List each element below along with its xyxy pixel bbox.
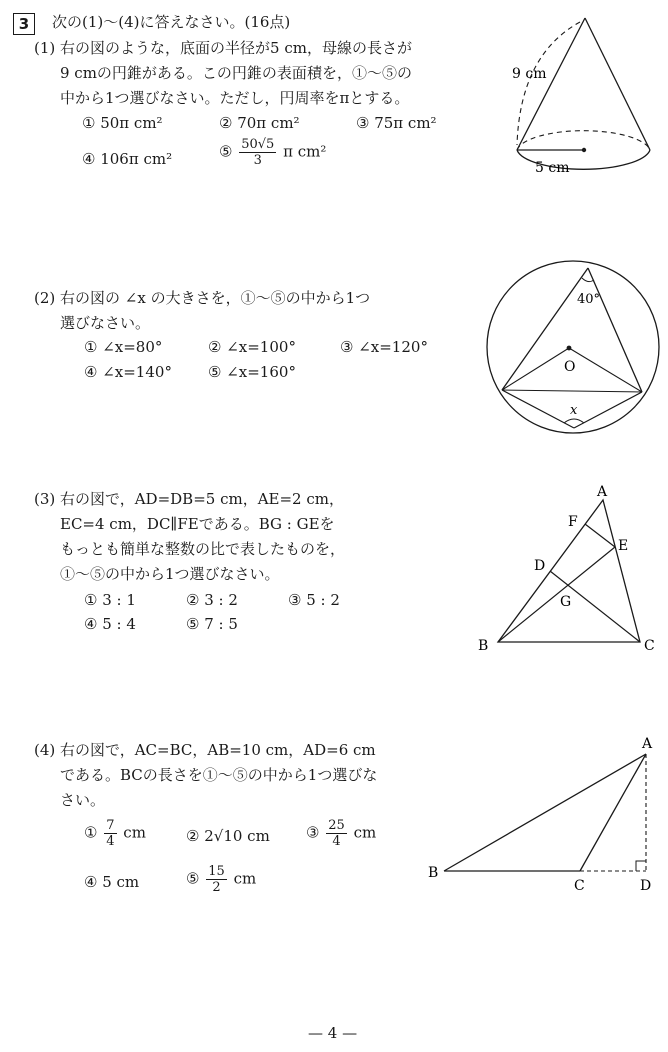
fraction — [239, 137, 276, 168]
q4-line-2: である。BCの長さを①〜⑤の中から1つ選びな — [60, 766, 378, 784]
q1-choice-5[interactable] — [219, 137, 326, 168]
q3-choice-2[interactable]: ② 3 : 2 — [186, 591, 238, 609]
fraction-numerator: 50√5 — [241, 137, 275, 152]
q4-line-1: (4) 右の図で，AC=BC，AB=10 cm，AD=6 cm — [34, 741, 376, 759]
choice-mark: ③ — [306, 823, 320, 842]
cone-center-point — [582, 148, 586, 152]
choice-suffix: cm — [123, 823, 146, 842]
fraction-numerator: 25 — [328, 818, 345, 833]
label-c: C — [574, 878, 585, 894]
radius-left — [502, 348, 569, 390]
center-point — [567, 346, 572, 351]
q3-choice-5[interactable]: ⑤ 7 : 5 — [186, 615, 238, 633]
fraction-denominator: 2 — [212, 880, 221, 895]
slant-measure-curve — [517, 22, 580, 145]
fraction-numerator: 15 — [208, 864, 225, 879]
fraction — [206, 864, 227, 895]
fraction-denominator: 4 — [106, 834, 115, 849]
slant-length-label: 9 cm — [512, 66, 547, 82]
cone-slant-right — [585, 18, 650, 150]
q1-line-1: (1) 右の図のような，底面の半径が5 cm，母線の長さが — [34, 39, 412, 57]
q1-line-3: 中から1つ選びなさい。ただし，円周率をπとする。 — [60, 89, 410, 107]
right-angle-mark — [636, 861, 646, 871]
center-label: O — [564, 359, 576, 375]
label-g: G — [560, 594, 572, 610]
label-b: B — [428, 865, 439, 881]
segment-ca — [580, 754, 646, 871]
page-number: — 4 — — [308, 1024, 358, 1042]
angle-x-label: x — [570, 403, 578, 418]
cone-base-back — [517, 131, 650, 150]
choice-suffix: cm — [353, 823, 377, 842]
question-number: 3 — [18, 15, 30, 33]
q3-line-1: (3) 右の図で，AD=DB=5 cm，AE=2 cm， — [34, 490, 344, 508]
q2-choice-1[interactable]: ① ∠x=80° — [84, 338, 163, 356]
segment-be — [498, 547, 615, 642]
q2-choice-4[interactable]: ④ ∠x=140° — [84, 363, 172, 381]
q2-choice-5[interactable]: ⑤ ∠x=160° — [208, 363, 296, 381]
radius-right — [569, 348, 642, 392]
fraction-denominator: 4 — [332, 834, 341, 849]
cone-figure — [500, 10, 660, 190]
q3-line-2: EC=4 cm，DC∥FEである。BG : GEを — [60, 515, 335, 533]
choice-mark: ⑤ — [186, 869, 200, 888]
question-number-box — [13, 13, 35, 35]
angle-arc-x — [564, 419, 584, 423]
label-a: A — [597, 484, 608, 500]
q4-line-3: さい。 — [60, 791, 106, 809]
q3-choice-1[interactable]: ① 3 : 1 — [84, 591, 136, 609]
segment-ab — [444, 754, 646, 871]
choice-suffix: π cm² — [283, 142, 327, 161]
fraction — [104, 818, 116, 849]
choice-suffix: cm — [233, 869, 257, 888]
triangle-figure-q4 — [420, 730, 662, 895]
q1-choice-1[interactable]: ① 50π cm² — [82, 114, 163, 132]
q4-choice-3[interactable] — [306, 818, 376, 849]
fraction-numerator: 7 — [106, 818, 115, 833]
q2-line-2: 選びなさい。 — [60, 314, 151, 332]
q1-choice-4[interactable]: ④ 106π cm² — [82, 150, 173, 168]
q3-line-3: もっとも簡単な整数の比で表したものを， — [60, 540, 346, 558]
q3-choice-4[interactable]: ④ 5 : 4 — [84, 615, 136, 633]
q1-line-2: 9 cmの円錐がある。この円錐の表面積を，①〜⑤の — [60, 64, 412, 82]
triangle-figure-q3 — [470, 480, 662, 660]
radius-label: 5 cm — [535, 160, 570, 176]
label-d: D — [640, 878, 652, 894]
q2-choice-2[interactable]: ② ∠x=100° — [208, 338, 296, 356]
q2-line-1: (2) 右の図の ∠x の大きさを，①〜⑤の中から1つ — [34, 289, 371, 307]
fraction — [326, 818, 347, 849]
section-instruction: 次の(1)〜(4)に答えなさい。(16点) — [52, 13, 291, 31]
label-d: D — [534, 558, 546, 574]
q1-choice-2[interactable]: ② 70π cm² — [219, 114, 300, 132]
circle-figure — [484, 258, 662, 436]
q4-choice-1[interactable] — [84, 818, 146, 849]
q3-line-4: ①〜⑤の中から1つ選びなさい。 — [60, 565, 280, 583]
q4-choice-2[interactable]: ② 2√10 cm — [186, 827, 270, 845]
label-f: F — [568, 514, 578, 530]
label-c: C — [644, 638, 655, 654]
choice-mark: ⑤ — [219, 142, 233, 161]
choice-mark: ① — [84, 823, 98, 842]
label-e: E — [618, 538, 629, 554]
label-b: B — [478, 638, 489, 654]
q2-choice-3[interactable]: ③ ∠x=120° — [340, 338, 428, 356]
angle-40-label: 40° — [577, 292, 601, 307]
chord-bottom — [502, 390, 642, 392]
q1-choice-3[interactable]: ③ 75π cm² — [356, 114, 437, 132]
fraction-denominator: 3 — [253, 153, 262, 168]
q3-choice-3[interactable]: ③ 5 : 2 — [288, 591, 340, 609]
q4-choice-4[interactable]: ④ 5 cm — [84, 873, 140, 891]
q4-choice-5[interactable] — [186, 864, 256, 895]
cone-slant-left — [517, 18, 585, 150]
label-a: A — [642, 736, 653, 752]
